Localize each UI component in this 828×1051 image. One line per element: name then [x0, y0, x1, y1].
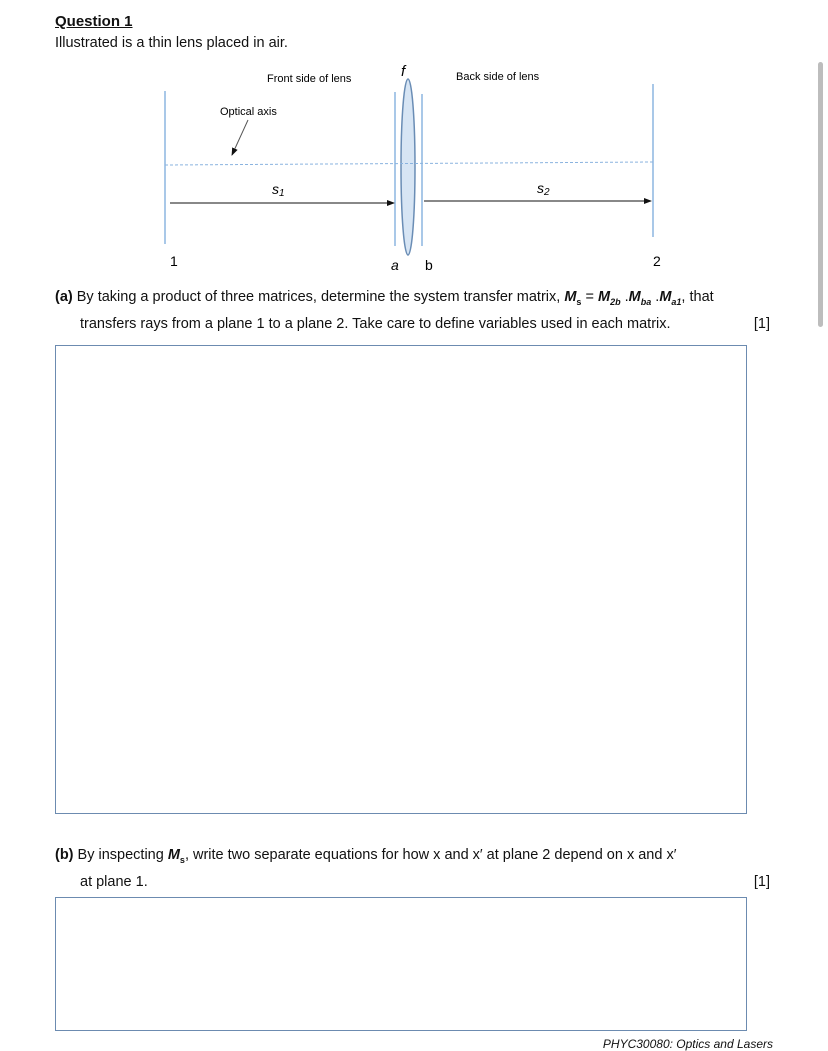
plane-1-label: 1: [170, 253, 178, 269]
optical-axis-pointer: [232, 120, 248, 155]
back-side-label: Back side of lens: [456, 71, 540, 83]
part-b-marks: [1]: [753, 873, 770, 890]
thin-lens-diagram: [0, 0, 828, 290]
question-title: Question 1: [55, 13, 133, 30]
optical-axis-label: Optical axis: [220, 106, 277, 118]
part-a-question: (a) By taking a product of three matrices, determine the system transfer matrix, $M_s = M_{2b}$ $.M_{ba}$ $.M_{a1}$, that transfers rays from a plane 1 to a plane 2. Take care to define variables used in each matrix. [1]: [55, 286, 770, 335]
answer-box-b[interactable]: [55, 897, 747, 1031]
part-b-question: (b) By inspecting $M_s$, write two separate equations for how x and x′ at plane 2 depend on x and x′ at plane 1. [1]: [55, 844, 770, 893]
plane-b-label: b: [425, 257, 433, 273]
course-footer: PHYC30080: Optics and Lasers: [602, 1037, 773, 1051]
lens-shape: [401, 79, 415, 255]
s2-label: s2: [537, 180, 550, 198]
focal-length-label: f: [401, 63, 406, 80]
scrollbar[interactable]: [818, 62, 823, 327]
answer-box-a[interactable]: [55, 345, 747, 814]
part-b-label: (b): [55, 847, 74, 863]
front-side-label: Front side of lens: [267, 73, 352, 85]
plane-a-label: a: [391, 257, 399, 273]
part-a-label: (a): [55, 289, 73, 305]
s1-label: s1: [272, 181, 285, 199]
part-a-marks: [1]: [753, 315, 770, 332]
question-intro: Illustrated is a thin lens placed in air.: [55, 35, 288, 51]
plane-2-label: 2: [653, 253, 661, 269]
